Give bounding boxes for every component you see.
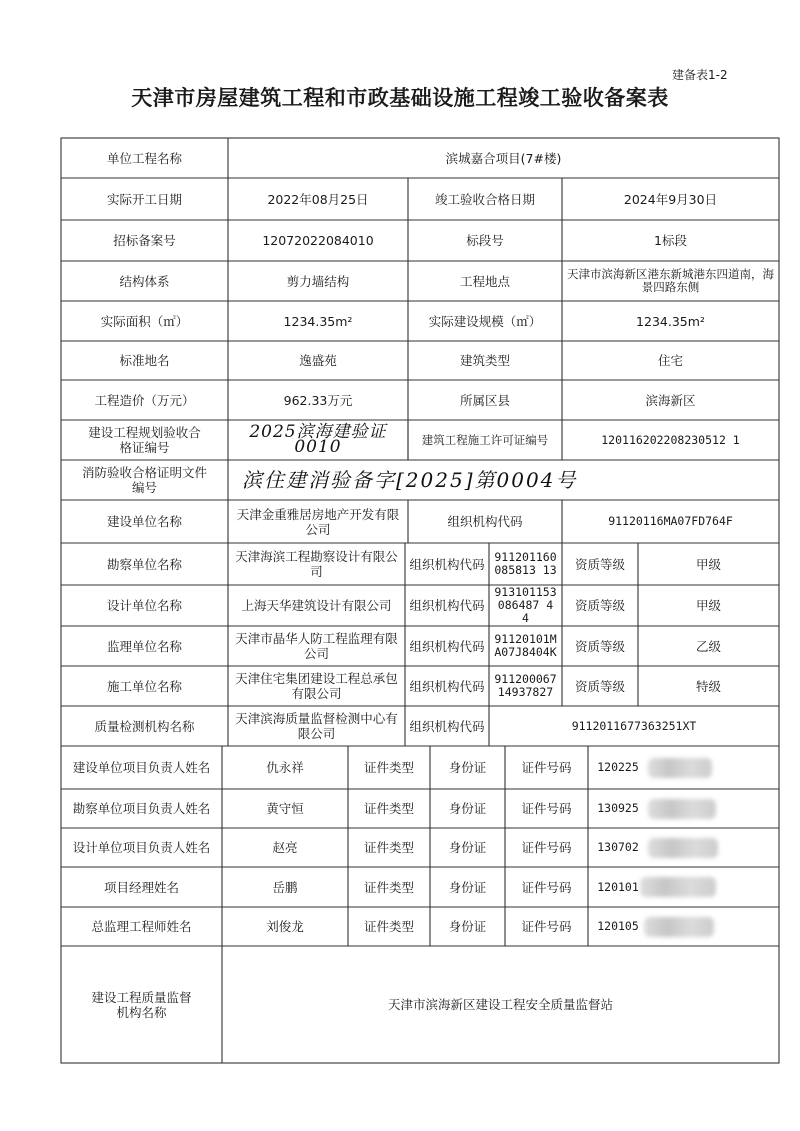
id-type-label: 证件类型 [363, 801, 414, 816]
place-name-value: 逸盛苑 [299, 353, 337, 368]
qc-value: 天津滨海质量监督检测中心有限公司 [235, 711, 398, 741]
fire-cert-handwritten: 滨住建消验备字[2025]第0004号 [242, 467, 578, 492]
supervise-code-label: 组织机构代码 [409, 638, 485, 654]
id-type-value: 身份证 [448, 760, 487, 775]
design-label: 设计单位名称 [106, 598, 182, 613]
construct-qual-value: 特级 [695, 678, 721, 694]
design-qual-label: 资质等级 [574, 598, 625, 613]
scale-label: 实际建设规模（㎡） [428, 313, 542, 329]
supervise-label: 监理单位名称 [106, 638, 182, 654]
builder-label: 建设单位名称 [106, 514, 182, 529]
form-number: 建备表1-2 [672, 68, 728, 82]
scale-value: 1234.35m² [636, 313, 705, 329]
id-no-label: 证件号码 [521, 919, 572, 934]
id-no-value: 130702 [597, 840, 639, 854]
qc-code-value: 9112011677363251XT [571, 718, 697, 733]
design-code-value: 913101153086487 4 4 [494, 585, 557, 625]
person-name: 仇永祥 [266, 760, 304, 775]
permit-value: 120116202208230512 1 [601, 432, 740, 447]
structure-value: 剪力墙结构 [286, 273, 350, 289]
survey-value: 天津海滨工程勘察设计有限公司 [235, 549, 398, 579]
supervision-value: 天津市滨海新区建设工程安全质量监督站 [387, 997, 613, 1012]
building-type-label: 建筑类型 [459, 353, 510, 368]
construct-code-label: 组织机构代码 [409, 678, 485, 694]
bid-no-value: 12072022084010 [262, 233, 374, 248]
id-no-value: 130925 [597, 801, 639, 815]
person-label: 总监理工程师姓名 [91, 919, 192, 934]
id-redaction [644, 917, 714, 937]
id-redaction [640, 877, 716, 897]
cost-value: 962.33万元 [283, 392, 353, 408]
plan-cert-handwritten: 2025滨海建验证0010 [249, 422, 387, 457]
id-redaction [648, 758, 712, 778]
complete-date-label: 竣工验收合格日期 [434, 191, 535, 207]
qc-label: 质量检测机构名称 [94, 718, 195, 734]
section-value: 1标段 [654, 233, 687, 248]
plan-cert-label: 建设工程规划验收合格证编号 [88, 425, 201, 455]
cost-label: 工程造价（万元） [94, 392, 195, 408]
building-type-value: 住宅 [657, 353, 683, 368]
location-label: 工程地点 [459, 273, 510, 289]
id-type-label: 证件类型 [363, 879, 414, 895]
location-value: 天津市滨海新区港东新城港东四道南，海景四路东侧 [567, 267, 774, 294]
id-type-value: 身份证 [448, 879, 487, 895]
survey-label: 勘察单位名称 [106, 556, 182, 572]
id-type-label: 证件类型 [363, 760, 414, 775]
district-value: 滨海新区 [645, 392, 696, 408]
person-label: 项目经理姓名 [103, 879, 179, 895]
person-name: 黄守恒 [266, 801, 304, 816]
construct-value: 天津住宅集团建设工程总承包有限公司 [235, 671, 398, 701]
id-no-label: 证件号码 [521, 840, 572, 855]
construct-qual-label: 资质等级 [574, 678, 625, 694]
start-date-label: 实际开工日期 [106, 191, 182, 207]
id-no-value: 120105 [597, 919, 639, 933]
supervise-value: 天津市晶华人防工程监理有限公司 [235, 631, 398, 661]
person-label: 建设单位项目负责人姓名 [72, 760, 211, 775]
design-qual-value: 甲级 [695, 598, 721, 613]
id-type-value: 身份证 [448, 801, 487, 816]
id-no-label: 证件号码 [521, 801, 572, 816]
id-type-label: 证件类型 [363, 919, 414, 934]
survey-code-value: 911201160085813 13 [494, 550, 557, 577]
fire-cert-label: 消防验收合格证明文件编号 [81, 465, 207, 495]
survey-qual-value: 甲级 [695, 556, 721, 572]
person-name: 赵亮 [272, 840, 298, 855]
permit-label: 建筑工程施工许可证编号 [421, 432, 549, 447]
district-label: 所属区县 [459, 392, 510, 408]
id-no-value: 120225 [597, 760, 639, 774]
survey-qual-label: 资质等级 [574, 556, 625, 572]
place-name-label: 标准地名 [119, 353, 170, 368]
complete-date-value: 2024年9月30日 [623, 191, 718, 207]
id-no-label: 证件号码 [521, 879, 572, 895]
design-code-label: 组织机构代码 [409, 598, 485, 613]
area-label: 实际面积（㎡） [100, 313, 189, 329]
person-label: 勘察单位项目负责人姓名 [72, 801, 211, 816]
id-type-label: 证件类型 [363, 840, 414, 855]
structure-label: 结构体系 [119, 273, 170, 289]
construct-label: 施工单位名称 [106, 678, 182, 694]
supervise-qual-label: 资质等级 [574, 638, 625, 654]
id-no-label: 证件号码 [521, 760, 572, 775]
builder-code-value: 91120116MA07FD764F [608, 514, 733, 528]
supervision-label: 建设工程质量监督机构名称 [91, 989, 192, 1020]
design-value: 上海天华建筑设计有限公司 [241, 598, 392, 613]
person-label: 设计单位项目负责人姓名 [72, 840, 211, 855]
area-value: 1234.35m² [283, 313, 353, 329]
project-name-label: 单位工程名称 [106, 150, 182, 166]
id-type-value: 身份证 [448, 919, 487, 934]
person-name: 刘俊龙 [266, 919, 304, 934]
id-no-value: 120101 [597, 879, 639, 894]
id-redaction [648, 838, 718, 858]
builder-code-label: 组织机构代码 [447, 514, 523, 529]
section-label: 标段号 [466, 233, 504, 248]
id-redaction [648, 799, 716, 819]
survey-code-label: 组织机构代码 [409, 556, 485, 572]
supervise-qual-value: 乙级 [695, 638, 721, 654]
project-name-value: 滨城嘉合项目(7#楼) [445, 150, 562, 166]
person-name: 岳鹏 [272, 879, 298, 895]
page-title: 天津市房屋建筑工程和市政基础设施工程竣工验收备案表 [131, 86, 669, 110]
bid-no-label: 招标备案号 [113, 233, 176, 248]
construct-code-value: 91120006714937827 [494, 672, 557, 699]
start-date-value: 2022年08月25日 [267, 191, 369, 207]
qc-code-label: 组织机构代码 [409, 718, 485, 734]
id-type-value: 身份证 [448, 840, 487, 855]
builder-value: 天津金重雅居房地产开发有限公司 [236, 506, 400, 537]
supervise-code-value: 91120101MA07J8404K [494, 632, 557, 659]
